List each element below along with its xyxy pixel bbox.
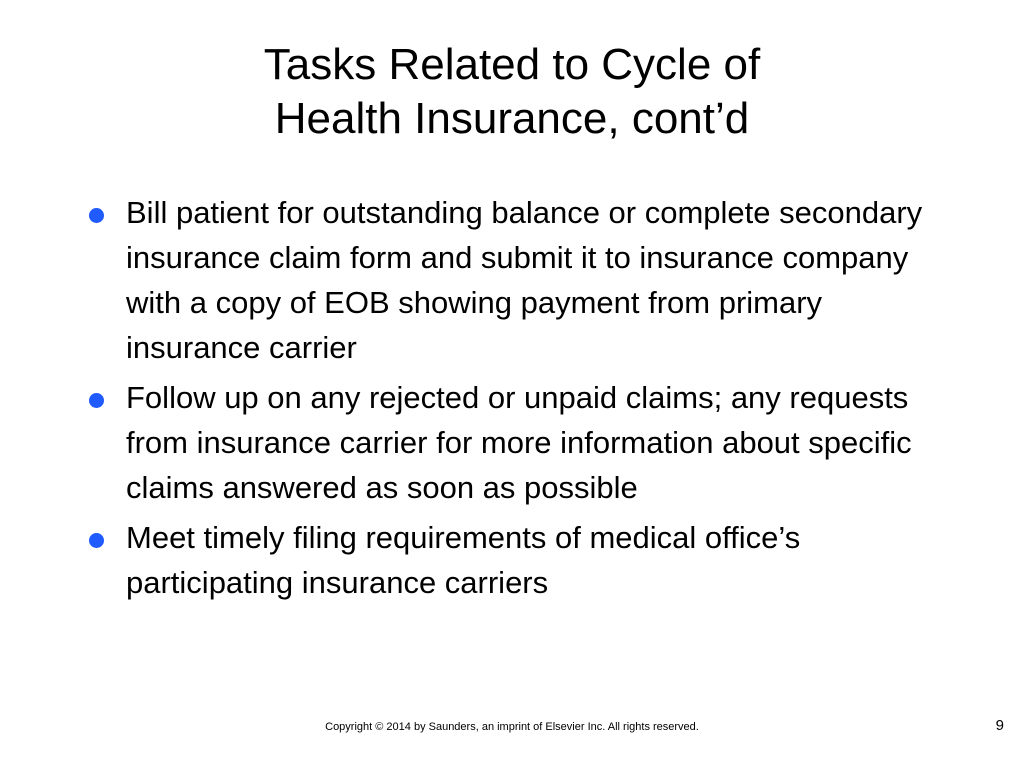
bullet-text: Bill patient for outstanding balance or complete secondary insurance claim form and submit it to insurance company with a copy of EOB showing payment from primary insurance carrier [126,195,923,365]
bullet-text: Follow up on any rejected or unpaid claims; any requests from insurance carrier for more information about specific claims answered as soon as possible [126,380,912,505]
bullet-text: Meet timely filing requirements of medical office’s participating insurance carriers [126,520,801,600]
page-number: 9 [995,717,1004,734]
bullet-list [86,190,956,610]
bullet-item [86,515,956,605]
footer-copyright: Copyright © 2014 by Saunders, an imprint of Elsevier Inc. All rights reserved. [325,721,699,733]
bullet-dot-icon [89,393,104,408]
slide-title [0,38,1024,146]
bullet-item [86,375,956,510]
slide-title-line: Tasks Related to Cycle of [263,40,761,89]
bullet-dot-icon [89,533,104,548]
bullet-dot-icon [89,208,104,223]
slide-title-line: Health Insurance, cont’d [274,94,750,143]
bullet-item [86,190,956,370]
